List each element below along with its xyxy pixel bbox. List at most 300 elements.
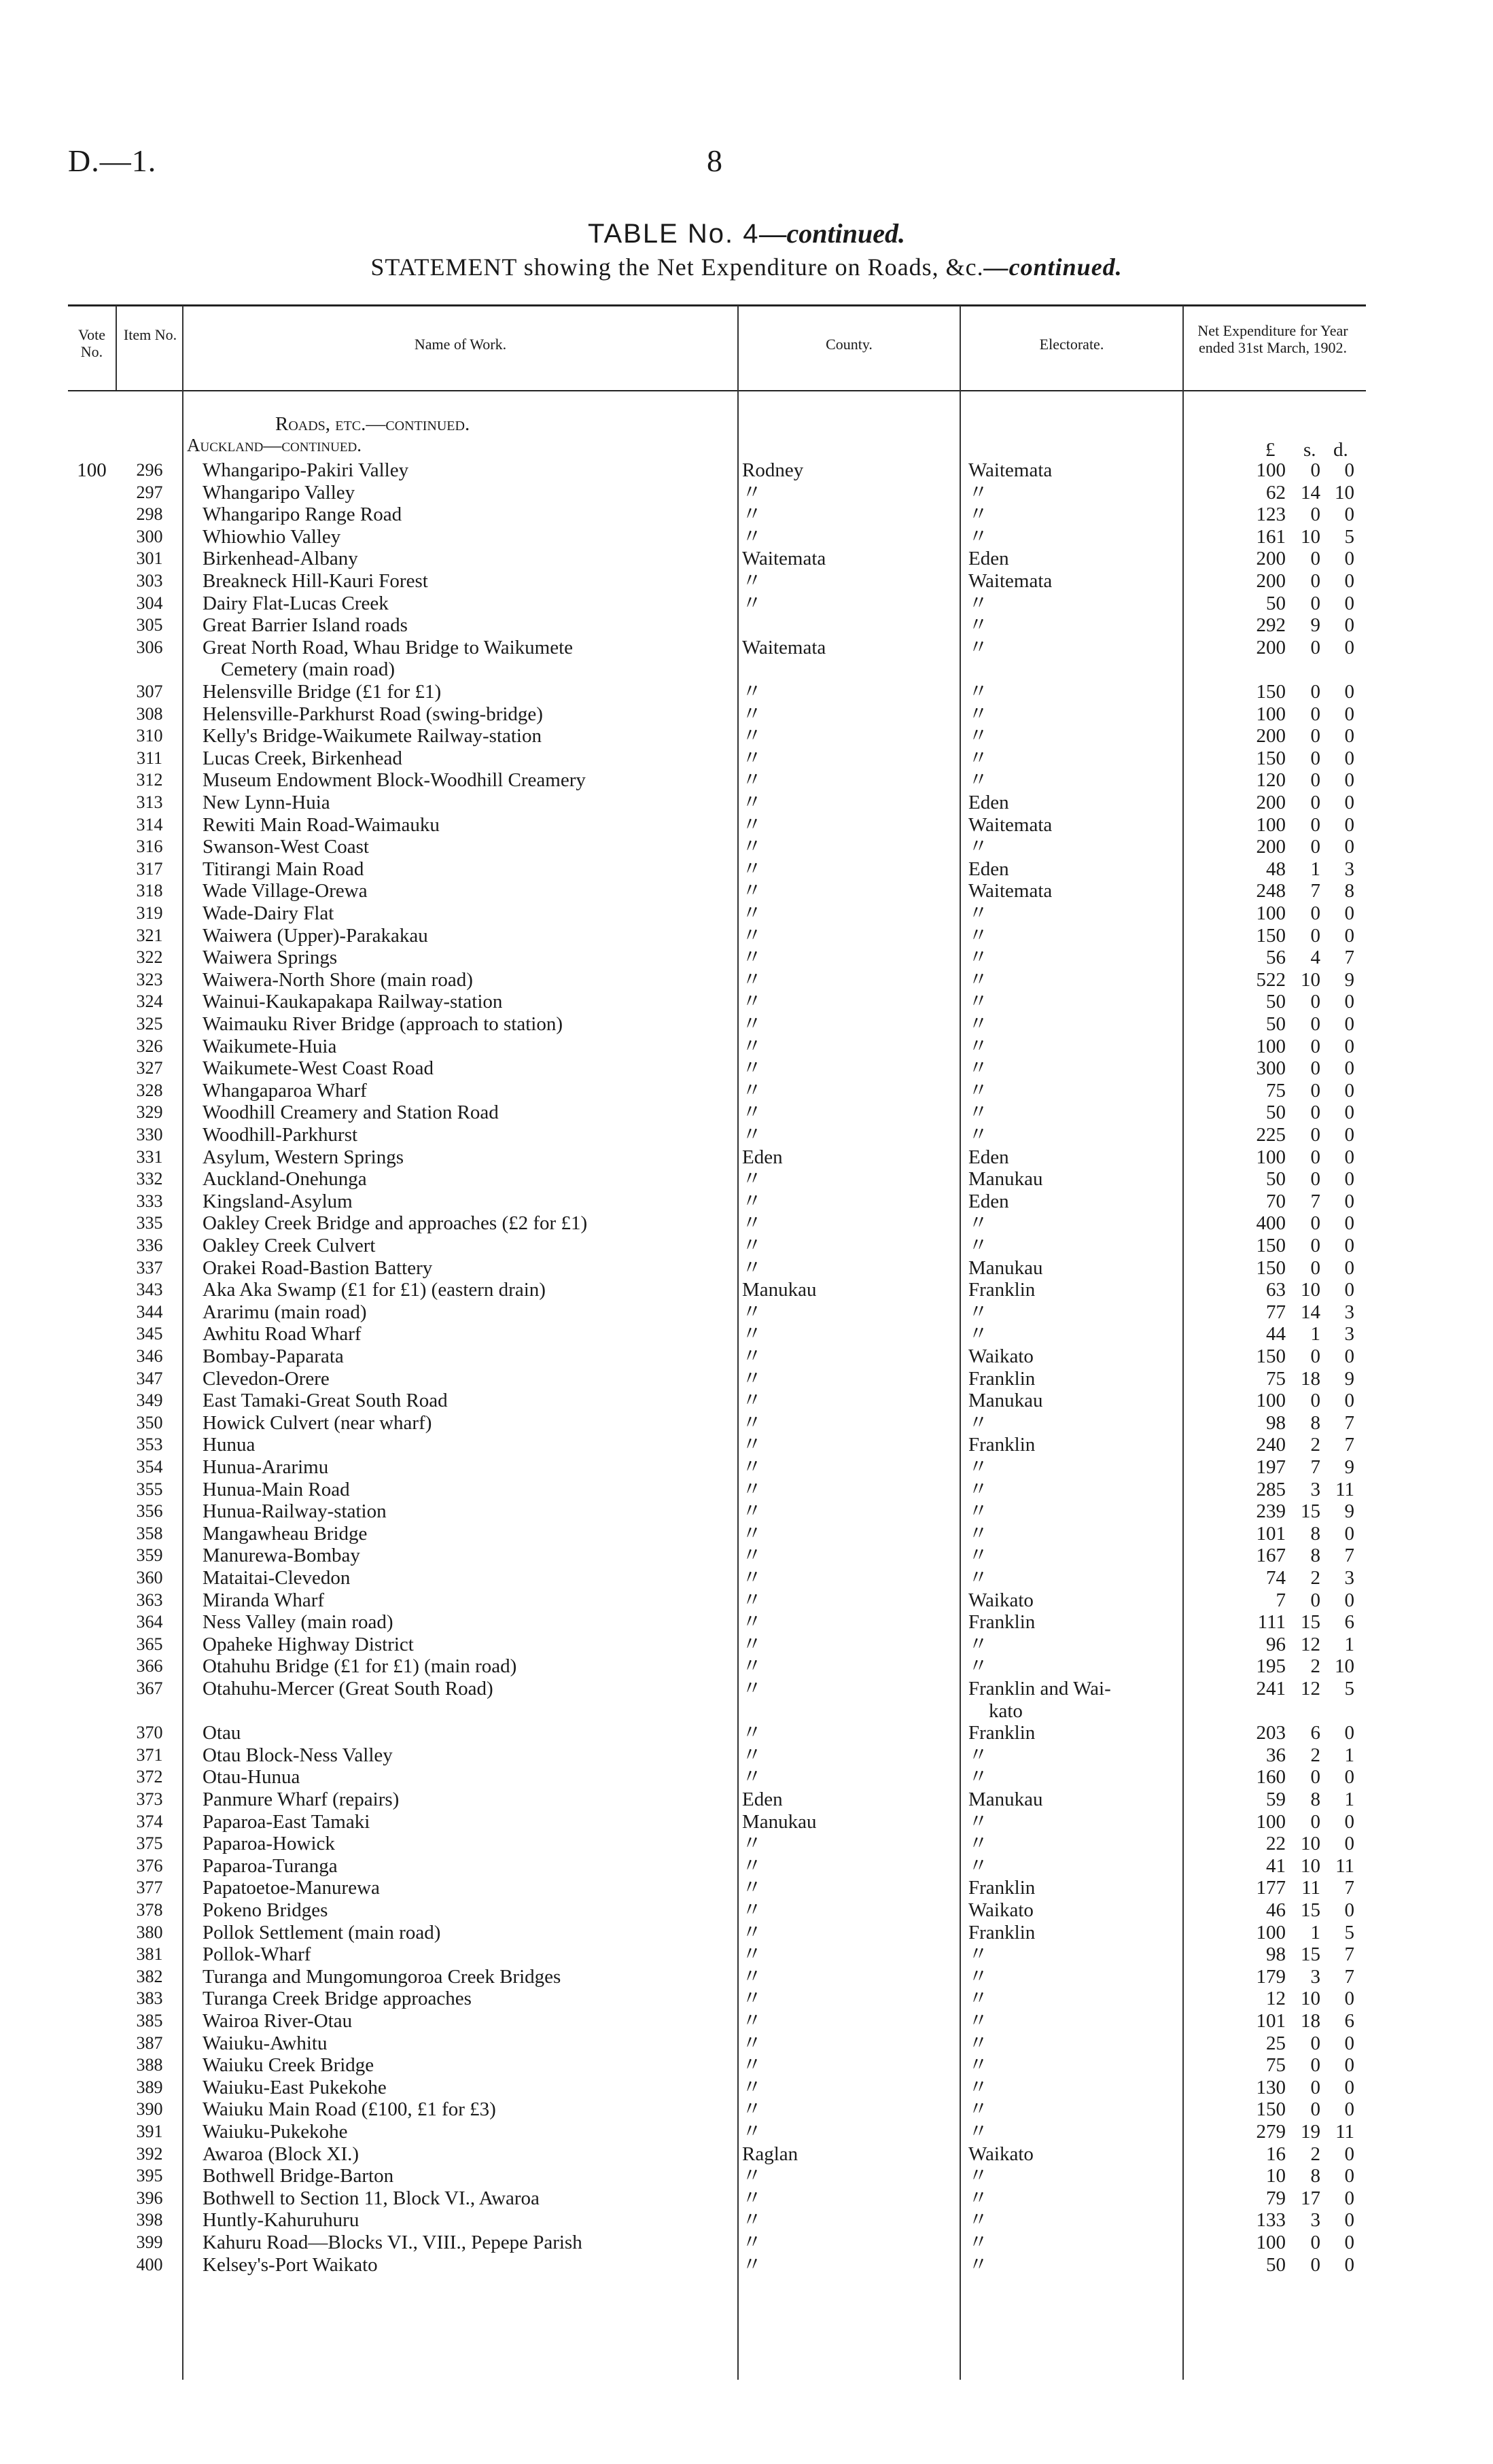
pounds-cell: 150	[1256, 1345, 1286, 1367]
item-cell: 347	[136, 1368, 163, 1388]
item-cell: 329	[136, 1102, 163, 1123]
pounds-cell: 100	[1256, 459, 1286, 481]
table-row	[0, 548, 1493, 569]
name-cell: Waimauku River Bridge (approach to station)	[203, 1013, 563, 1035]
pounds-cell: 200	[1256, 725, 1286, 747]
name-cell: Helensville Bridge (£1 for £1)	[203, 681, 442, 703]
pounds-cell: 50	[1266, 1102, 1286, 1124]
electorate-cell: Manukau	[968, 1390, 1043, 1412]
county-cell: 〃	[742, 1833, 762, 1855]
table-row	[0, 1678, 1493, 1700]
pounds-cell: 10	[1266, 2165, 1286, 2187]
table-row	[0, 2143, 1493, 2165]
shillings-cell: 0	[1310, 1168, 1320, 1191]
electorate-cell: 〃	[968, 2232, 989, 2253]
pounds-cell: 100	[1256, 2232, 1286, 2253]
table-row	[0, 2054, 1493, 2076]
pounds-cell: 240	[1256, 1434, 1286, 1456]
pounds-cell: 241	[1256, 1678, 1286, 1700]
county-cell: Waitemata	[742, 548, 826, 570]
shillings-cell: 2	[1310, 1655, 1320, 1678]
county-cell: Manukau	[742, 1279, 817, 1301]
item-cell: 345	[136, 1324, 163, 1344]
item-cell: 389	[136, 2077, 163, 2097]
table-row	[0, 1922, 1493, 1943]
electorate-cell: 〃	[968, 525, 989, 548]
item-cell: 380	[136, 1922, 163, 1942]
electorate-cell: 〃	[968, 1212, 989, 1235]
name-cell: Waiuku-Pukekohe	[203, 2121, 348, 2143]
county-cell: 〃	[742, 991, 762, 1013]
item-cell: 353	[136, 1435, 163, 1455]
table-row	[0, 769, 1493, 791]
shillings-cell: 0	[1310, 681, 1320, 703]
header-item: Item No.	[123, 326, 177, 343]
table-row	[0, 1655, 1493, 1677]
table-row	[0, 1080, 1493, 1102]
name-cell: Hunua	[203, 1434, 256, 1456]
pence-cell: 0	[1344, 1235, 1354, 1256]
county-cell: 〃	[742, 703, 762, 725]
county-cell: 〃	[742, 2098, 762, 2121]
pence-cell: 0	[1344, 1988, 1354, 2010]
table-row	[0, 1102, 1493, 1123]
pence-cell: 7	[1344, 1943, 1354, 1966]
item-cell: 305	[136, 615, 163, 635]
electorate-cell: 〃	[968, 2209, 989, 2232]
pence-cell: 3	[1344, 858, 1354, 880]
electorate-cell: 〃	[968, 1943, 989, 1966]
county-cell: 〃	[742, 1323, 762, 1345]
electorate-cell: 〃	[968, 1124, 989, 1146]
table-row	[0, 1766, 1493, 1788]
name-cell: Otau-Hunua	[203, 1766, 300, 1789]
pence-cell: 3	[1344, 1323, 1354, 1345]
electorate-cell: Waikato	[968, 2143, 1034, 2165]
item-cell: 388	[136, 2055, 163, 2075]
pence-cell: 7	[1344, 1434, 1354, 1456]
electorate-cell: Franklin	[968, 1367, 1036, 1390]
county-cell: 〃	[742, 769, 762, 792]
shillings-cell: 19	[1301, 2121, 1320, 2143]
table-row	[0, 1567, 1493, 1589]
item-cell: 378	[136, 1900, 163, 1920]
pence-cell: 0	[1344, 2187, 1354, 2209]
pence-cell: 9	[1344, 1500, 1354, 1523]
pounds-cell: 279	[1256, 2121, 1286, 2143]
electorate-cell: Manukau	[968, 1789, 1043, 1810]
county-cell: 〃	[742, 2232, 762, 2253]
county-cell: 〃	[742, 525, 762, 548]
county-cell: 〃	[742, 1212, 762, 1235]
name-cell: Whangaripo Valley	[203, 481, 355, 504]
name-cell: Manurewa-Bombay	[203, 1545, 360, 1567]
electorate-cell: 〃	[968, 1567, 989, 1589]
item-cell: 372	[136, 1767, 163, 1787]
county-cell: 〃	[742, 481, 762, 504]
table-row	[0, 1811, 1493, 1833]
pounds-cell: 123	[1256, 504, 1286, 526]
name-cell: Bombay-Paparata	[203, 1345, 344, 1367]
item-cell: 371	[136, 1744, 163, 1765]
table-row	[0, 1611, 1493, 1633]
name-cell: Great North Road, Whau Bridge to Waikumete	[203, 636, 574, 658]
electorate-cell: 〃	[968, 1323, 989, 1345]
electorate-cell: 〃	[968, 636, 989, 658]
table-title	[0, 217, 1493, 249]
pounds-cell: 25	[1266, 2032, 1286, 2054]
pounds-cell: 101	[1256, 1522, 1286, 1545]
name-cell: Kelly's Bridge-Waikumete Railway-station	[203, 725, 542, 747]
item-cell: 337	[136, 1257, 163, 1278]
county-cell: 〃	[742, 858, 762, 880]
pounds-cell: 400	[1256, 1212, 1286, 1235]
item-cell: 344	[136, 1301, 163, 1322]
county-cell: 〃	[742, 1256, 762, 1279]
pounds-cell: 50	[1266, 2253, 1286, 2276]
name-cell: Lucas Creek, Birkenhead	[203, 747, 402, 769]
pounds-cell: 150	[1256, 1256, 1286, 1279]
item-cell: 321	[136, 925, 163, 945]
shillings-cell: 14	[1301, 481, 1320, 504]
pounds-cell: 100	[1256, 902, 1286, 924]
pounds-cell: 41	[1266, 1854, 1286, 1877]
item-cell: 354	[136, 1457, 163, 1477]
name-cell: Wairoa River-Otau	[203, 2010, 353, 2032]
name-cell: Opaheke Highway District	[203, 1633, 414, 1655]
pence-cell: 0	[1344, 592, 1354, 614]
county-cell: 〃	[742, 880, 762, 902]
shillings-cell: 2	[1310, 1567, 1320, 1589]
pounds-cell: 96	[1266, 1633, 1286, 1655]
pence-cell: 9	[1344, 1456, 1354, 1478]
pence-cell: 0	[1344, 792, 1354, 813]
item-cell: 313	[136, 792, 163, 812]
pounds-cell: 48	[1266, 858, 1286, 880]
table-row	[0, 925, 1493, 947]
pounds-cell: 79	[1266, 2187, 1286, 2209]
item-cell: 330	[136, 1125, 163, 1144]
electorate-cell: Manukau	[968, 1256, 1043, 1279]
electorate-cell: Waikato	[968, 1589, 1034, 1611]
pence-cell: 7	[1344, 1877, 1354, 1899]
pounds-cell: 150	[1256, 2098, 1286, 2121]
table-row	[0, 1257, 1493, 1279]
county-cell: 〃	[742, 1456, 762, 1478]
name-cell: Waiuku-East Pukekohe	[203, 2076, 387, 2098]
table-row	[0, 2232, 1493, 2253]
electorate-cell: Waikato	[968, 1345, 1034, 1367]
electorate-cell: 〃	[968, 769, 989, 792]
name-cell: Asylum, Western Springs	[203, 1146, 404, 1168]
county-cell: Manukau	[742, 1810, 817, 1833]
pence-cell: 0	[1344, 681, 1354, 703]
pence-cell: 0	[1344, 1722, 1354, 1744]
pounds-cell: 225	[1256, 1124, 1286, 1146]
county-cell: 〃	[742, 1899, 762, 1921]
pounds-cell: 75	[1266, 1367, 1286, 1390]
county-cell: 〃	[742, 1079, 762, 1102]
pounds-cell: 200	[1256, 636, 1286, 658]
table-row	[0, 681, 1493, 703]
name-cell: Aka Aka Swamp (£1 for £1) (eastern drain)	[203, 1279, 546, 1301]
shillings-cell: 10	[1301, 968, 1320, 991]
shillings-cell: 0	[1310, 1390, 1320, 1412]
shillings-cell: 1	[1310, 858, 1320, 880]
name-cell: Awhitu Road Wharf	[203, 1323, 362, 1345]
item-cell: 363	[136, 1589, 163, 1610]
pounds-cell: 150	[1256, 1235, 1286, 1256]
table-subtitle-continued: —continued.	[983, 253, 1123, 281]
pounds-cell: 50	[1266, 592, 1286, 614]
pounds-cell: 22	[1266, 1833, 1286, 1855]
county-cell: 〃	[742, 1301, 762, 1323]
pounds-cell: 150	[1256, 924, 1286, 947]
electorate-cell: 〃	[968, 703, 989, 725]
pounds-cell: 179	[1256, 1965, 1286, 1988]
shillings-cell: 12	[1301, 1633, 1320, 1655]
county-cell: Eden	[742, 1146, 783, 1168]
electorate-cell: 〃	[968, 2076, 989, 2098]
shillings-cell: 0	[1310, 570, 1320, 592]
electorate-cell: 〃	[968, 991, 989, 1013]
table-row	[0, 1744, 1493, 1766]
pounds-cell: 98	[1266, 1411, 1286, 1434]
shillings-cell: 3	[1310, 2209, 1320, 2232]
pence-cell: 0	[1344, 1124, 1354, 1146]
name-cell: Oakley Creek Culvert	[203, 1235, 376, 1256]
electorate-cell: 〃	[968, 1235, 989, 1256]
table-row	[0, 526, 1493, 548]
county-cell: 〃	[742, 1500, 762, 1523]
electorate-cell: 〃	[968, 1057, 989, 1080]
shillings-cell: 0	[1310, 1256, 1320, 1279]
name-cell: Howick Culvert (near wharf)	[203, 1411, 432, 1434]
pence-cell: 10	[1335, 481, 1354, 504]
pence-cell: 0	[1344, 725, 1354, 747]
pounds-cell: 98	[1266, 1943, 1286, 1966]
pounds-cell: 200	[1256, 836, 1286, 858]
electorate-cell: Franklin	[968, 1611, 1036, 1634]
electorate-cell: 〃	[968, 1988, 989, 2010]
item-cell: 400	[136, 2254, 163, 2274]
pounds-cell: 133	[1256, 2209, 1286, 2232]
item-cell: 326	[136, 1036, 163, 1056]
table-row	[0, 637, 1493, 658]
name-cell: Ararimu (main road)	[203, 1301, 367, 1323]
item-cell: 350	[136, 1412, 163, 1432]
electorate-cell: Franklin	[968, 1722, 1036, 1744]
pence-cell: 0	[1344, 1013, 1354, 1035]
county-cell: 〃	[742, 1190, 762, 1212]
pence-cell: 0	[1344, 769, 1354, 792]
name-cell: Waiwera (Upper)-Parakakau	[203, 924, 428, 947]
shillings-cell: 8	[1310, 1411, 1320, 1434]
shillings-cell: 0	[1310, 1146, 1320, 1168]
pounds-cell: 130	[1256, 2076, 1286, 2098]
header-vote: Vote No.	[78, 326, 105, 360]
name-cell: Papatoetoe-Manurewa	[203, 1877, 380, 1899]
county-cell: 〃	[742, 2253, 762, 2276]
shillings-cell: 15	[1301, 1611, 1320, 1634]
shillings-cell: 0	[1310, 1345, 1320, 1367]
table-row	[0, 1855, 1493, 1877]
item-cell: 304	[136, 593, 163, 613]
table-row	[0, 1146, 1493, 1168]
electorate-cell: 〃	[968, 924, 989, 947]
pounds-cell: 59	[1266, 1789, 1286, 1810]
pounds-cell: 50	[1266, 1168, 1286, 1191]
electorate-cell: 〃	[968, 968, 989, 991]
county-cell: 〃	[742, 813, 762, 836]
pence-cell: 0	[1344, 2143, 1354, 2165]
table-row-continuation	[0, 1700, 1493, 1722]
pounds-cell: 197	[1256, 1456, 1286, 1478]
header-electorate: Electorate.	[1039, 336, 1104, 353]
county-cell: 〃	[742, 1611, 762, 1634]
shillings-cell: 0	[1310, 1235, 1320, 1256]
county-cell: 〃	[742, 2076, 762, 2098]
electorate-cell: 〃	[968, 614, 989, 637]
table-row	[0, 1057, 1493, 1079]
shillings-cell: 0	[1310, 636, 1320, 658]
name-cell: Waiuku Main Road (£100, £1 for £3)	[203, 2098, 496, 2121]
table-row	[0, 2121, 1493, 2143]
pence-cell: 0	[1344, 1168, 1354, 1191]
electorate-cell: 〃	[968, 1854, 989, 1877]
item-cell: 346	[136, 1346, 163, 1366]
item-cell: 336	[136, 1235, 163, 1255]
pence-cell: 5	[1344, 1678, 1354, 1700]
pence-cell: 0	[1344, 902, 1354, 924]
name-cell: Wainui-Kaukapakapa Railway-station	[203, 991, 503, 1013]
pounds-cell: 70	[1266, 1190, 1286, 1212]
electorate-cell: 〃	[968, 2187, 989, 2209]
pence-cell: 5	[1344, 525, 1354, 548]
table-row	[0, 1323, 1493, 1345]
name-cell: Otau	[203, 1722, 241, 1744]
item-cell: 398	[136, 2210, 163, 2230]
name-cell: Hunua-Railway-station	[203, 1500, 387, 1523]
name-cell: Awaroa (Block XI.)	[203, 2143, 359, 2165]
name-cell: Orakei Road-Bastion Battery	[203, 1256, 433, 1279]
pounds-cell: 248	[1256, 880, 1286, 902]
name-cell: Woodhill-Parkhurst	[203, 1124, 358, 1146]
item-cell: 374	[136, 1811, 163, 1831]
county-cell: 〃	[742, 2209, 762, 2232]
county-cell: 〃	[742, 1589, 762, 1611]
header-name: Name of Work.	[414, 336, 507, 353]
item-cell: 331	[136, 1146, 163, 1167]
name-cell: Kelsey's-Port Waikato	[203, 2253, 378, 2276]
shillings-cell: 0	[1310, 2098, 1320, 2121]
pounds-cell: 101	[1256, 2010, 1286, 2032]
pounds-cell: 300	[1256, 1057, 1286, 1080]
name-cell-continued: Cemetery (main road)	[221, 658, 396, 681]
electorate-cell: 〃	[968, 1522, 989, 1545]
shillings-cell: 0	[1310, 548, 1320, 570]
shillings-cell: 17	[1301, 2187, 1320, 2209]
item-cell: 376	[136, 1855, 163, 1876]
item-cell: 333	[136, 1191, 163, 1211]
pounds-cell: 200	[1256, 792, 1286, 813]
pence-cell: 0	[1344, 1589, 1354, 1611]
electorate-cell: 〃	[968, 2253, 989, 2276]
shillings-cell: 2	[1310, 1434, 1320, 1456]
electorate-cell: Waitemata	[968, 880, 1053, 902]
shillings-cell: 8	[1310, 1789, 1320, 1810]
shillings-cell: 7	[1310, 1190, 1320, 1212]
electorate-cell: 〃	[968, 2098, 989, 2121]
shillings-cell: 0	[1310, 1212, 1320, 1235]
pence-cell: 9	[1344, 1367, 1354, 1390]
item-cell: 332	[136, 1169, 163, 1189]
table-row	[0, 1789, 1493, 1810]
pence-cell: 0	[1344, 1899, 1354, 1921]
shillings-cell: 0	[1310, 2232, 1320, 2253]
pence-cell: 11	[1335, 1854, 1354, 1877]
shillings-cell: 0	[1310, 2253, 1320, 2276]
shillings-cell: 6	[1310, 1722, 1320, 1744]
pounds-cell: 195	[1256, 1655, 1286, 1678]
item-cell: 343	[136, 1280, 163, 1300]
pounds-cell: 292	[1256, 614, 1286, 637]
pence-cell: 0	[1344, 1810, 1354, 1833]
name-cell: Whiowhio Valley	[203, 525, 341, 548]
name-cell: Helensville-Parkhurst Road (swing-bridge)	[203, 703, 543, 725]
pence-cell: 9	[1344, 968, 1354, 991]
shillings-cell: 0	[1310, 747, 1320, 769]
pence-cell: 0	[1344, 2253, 1354, 2276]
shillings-cell: 1	[1310, 1921, 1320, 1943]
electorate-cell: 〃	[968, 504, 989, 526]
name-cell: Birkenhead-Albany	[203, 548, 358, 570]
item-cell: 328	[136, 1080, 163, 1100]
county-cell: Eden	[742, 1789, 783, 1810]
table-row	[0, 1523, 1493, 1545]
item-cell: 301	[136, 548, 163, 569]
table-row	[0, 1279, 1493, 1301]
table-row	[0, 1390, 1493, 1411]
shillings-cell: 9	[1310, 614, 1320, 637]
pence-cell: 0	[1344, 1035, 1354, 1057]
electorate-cell: 〃	[968, 1079, 989, 1102]
item-cell: 308	[136, 703, 163, 724]
shillings-cell: 2	[1310, 2143, 1320, 2165]
pounds-cell: 100	[1256, 813, 1286, 836]
pounds-cell: 75	[1266, 2054, 1286, 2077]
shillings-cell: 12	[1301, 1678, 1320, 1700]
shillings-cell: 10	[1301, 1988, 1320, 2010]
pence-cell: 0	[1344, 1522, 1354, 1545]
table-row	[0, 969, 1493, 991]
electorate-cell: Manukau	[968, 1168, 1043, 1191]
table-row	[0, 1235, 1493, 1256]
name-cell: Kingsland-Asylum	[203, 1190, 353, 1212]
table-row	[0, 1301, 1493, 1323]
pounds-cell: 16	[1266, 2143, 1286, 2165]
pence-cell: 8	[1344, 880, 1354, 902]
item-cell: 300	[136, 526, 163, 546]
pounds-cell: 150	[1256, 747, 1286, 769]
county-cell: 〃	[742, 968, 762, 991]
pence-cell: 0	[1344, 548, 1354, 570]
pounds-cell: 100	[1256, 1390, 1286, 1412]
electorate-cell: 〃	[968, 592, 989, 614]
table-row	[0, 504, 1493, 525]
item-cell: 390	[136, 2099, 163, 2119]
pounds-cell: 522	[1256, 968, 1286, 991]
